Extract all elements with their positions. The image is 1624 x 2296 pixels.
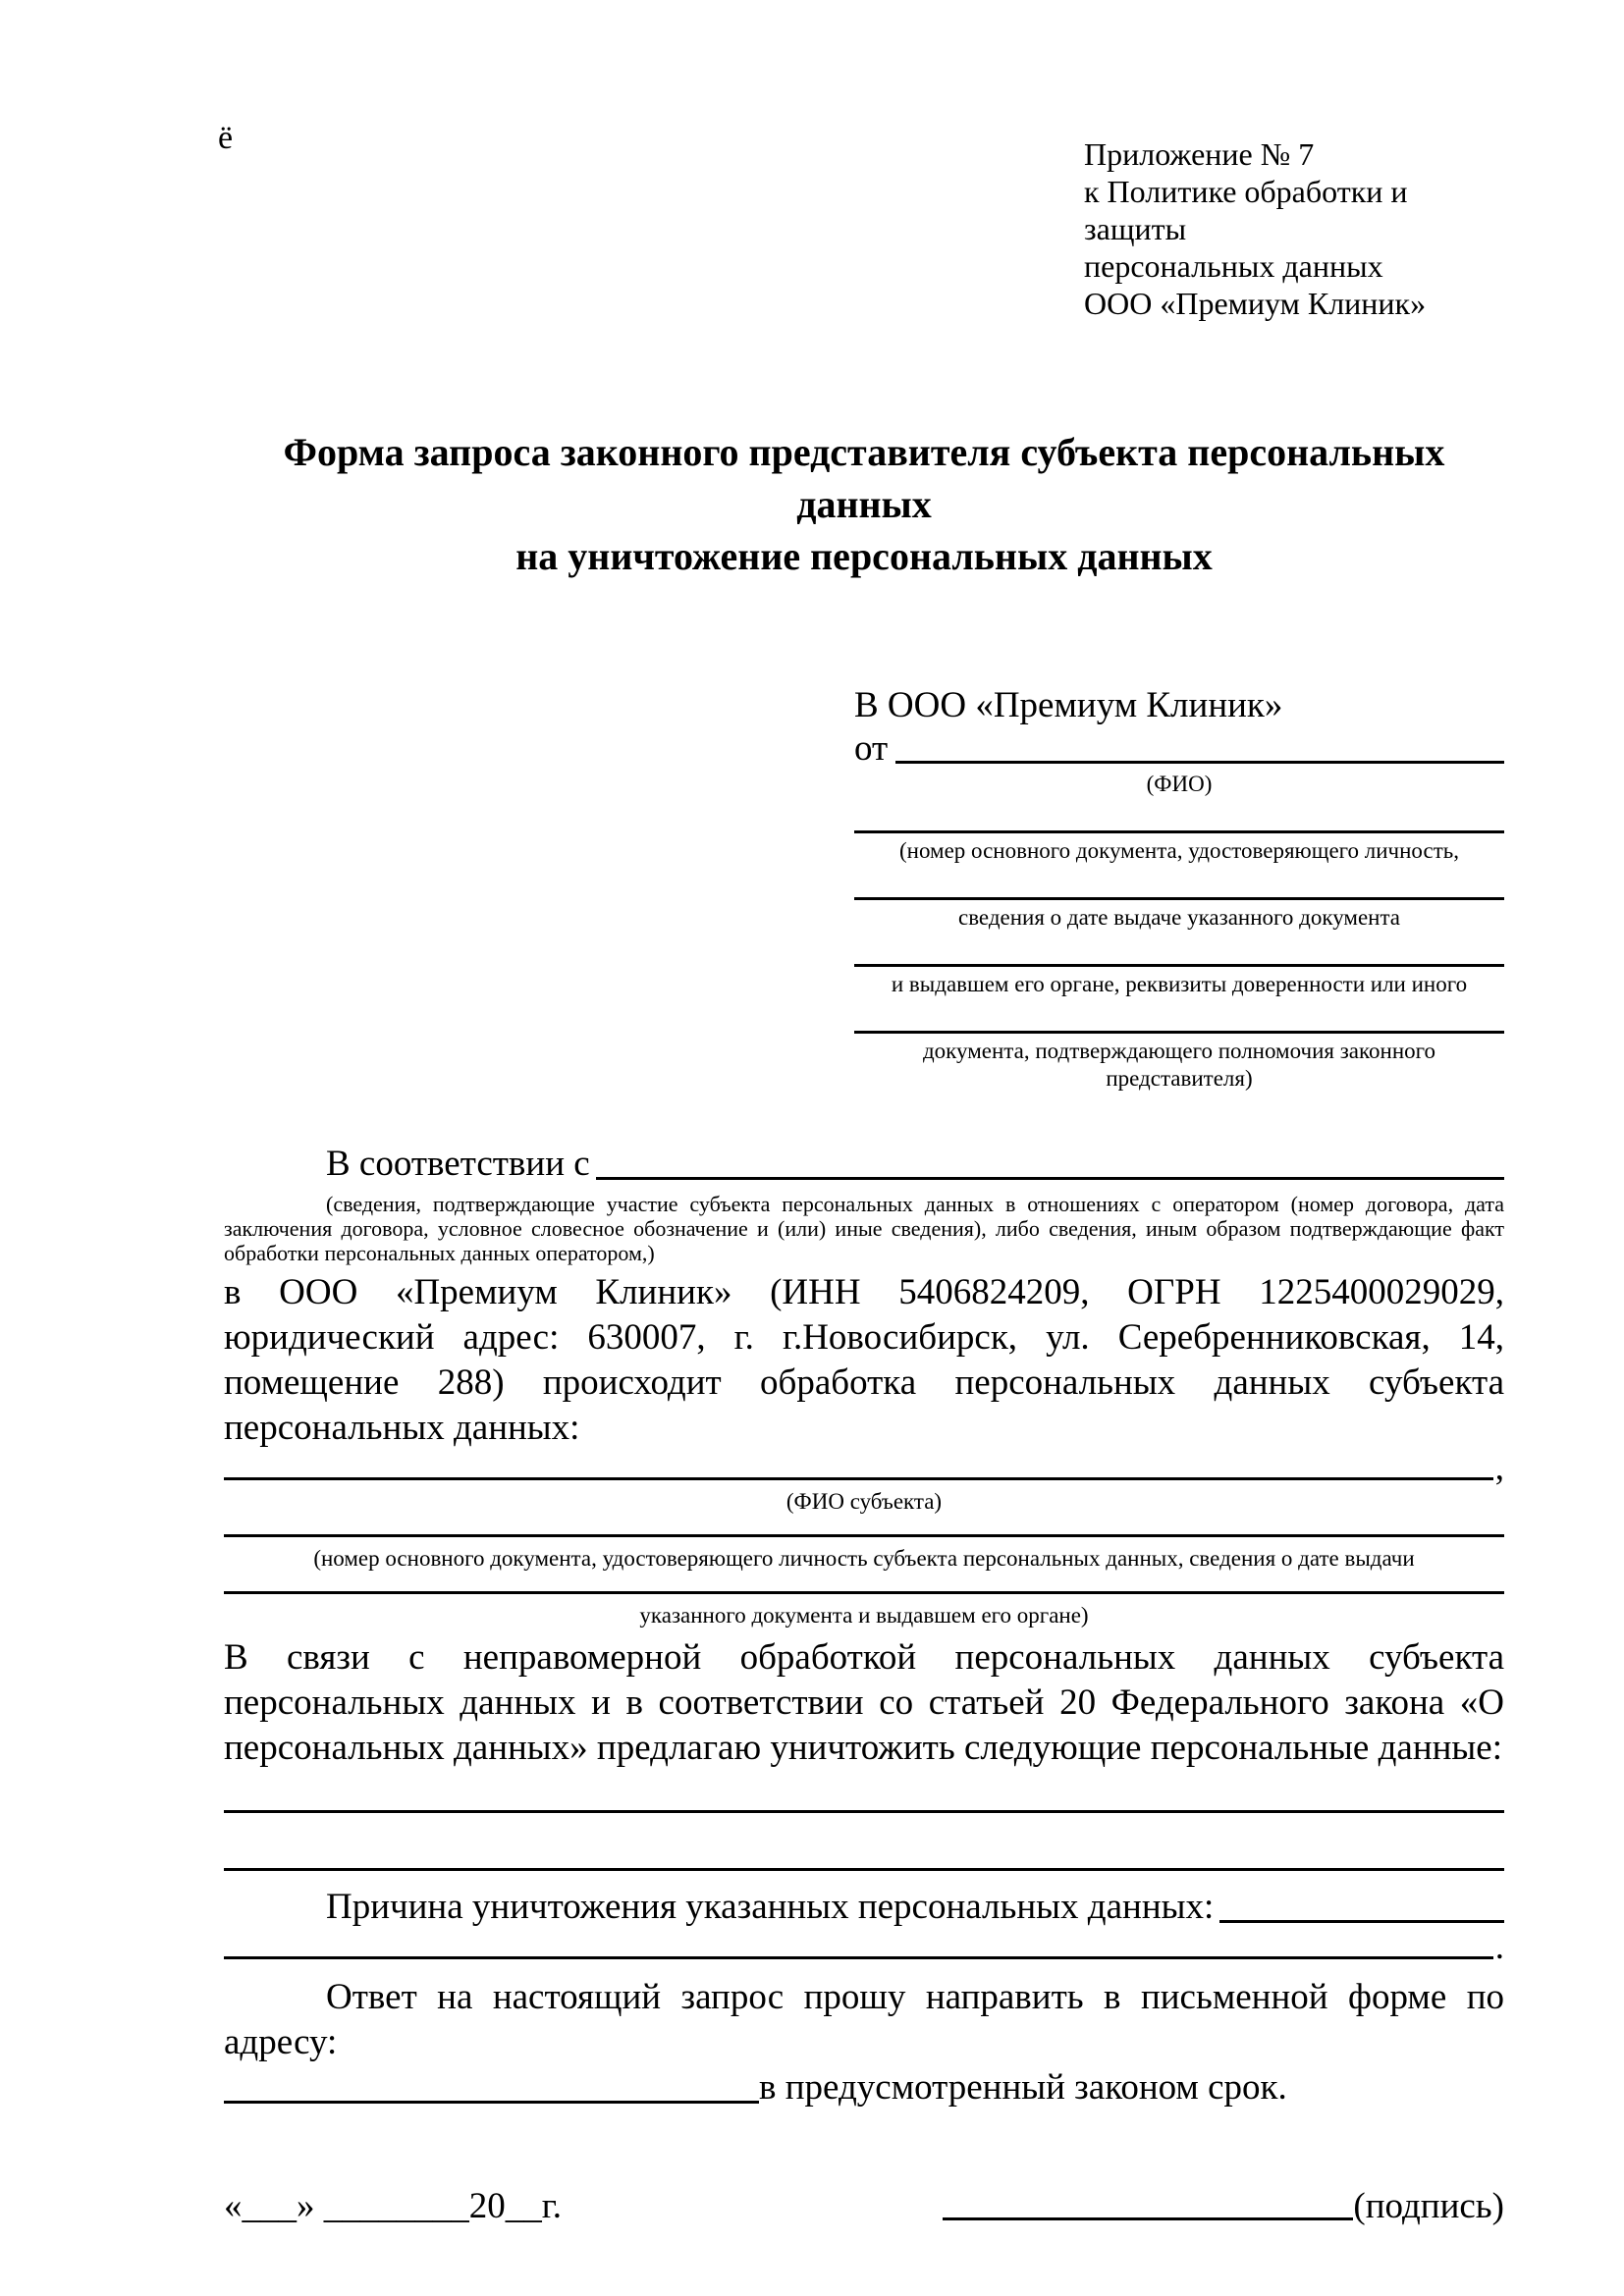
from-label: от: [854, 728, 889, 769]
representative-doc-caption-3: и выдавшем его органе, реквизиты доверенности или иного: [891, 972, 1468, 996]
page-header-row: [218, 120, 1504, 322]
signature-caption: (подпись): [1353, 2186, 1504, 2226]
answer-address-line: [224, 2101, 759, 2104]
fio-caption: (ФИО): [1146, 772, 1213, 796]
reason-field-line: [1219, 1920, 1504, 1923]
signature-line: [943, 2217, 1353, 2220]
subject-doc-field-2: [224, 1573, 1504, 1602]
representative-doc-line-1: [854, 830, 1504, 833]
subject-fio-caption: (ФИО субъекта): [785, 1489, 943, 1514]
representative-doc-field-1: [854, 830, 1504, 865]
appendix-header-line-4: ООО «Премиум Клиник»: [1084, 286, 1427, 321]
representative-doc-line-2: [854, 897, 1504, 900]
destroy-data-line-2: [224, 1868, 1504, 1871]
representative-doc-caption-4: документа, подтверждающего полномочия законного представителя): [922, 1039, 1435, 1091]
appendix-header: [1084, 135, 1496, 322]
representative-fio-line: [895, 761, 1504, 764]
document-title: [224, 426, 1504, 582]
subject-fio-line: [224, 1477, 1493, 1480]
subject-fio-field: [224, 1448, 1504, 1488]
representative-doc-line-4: [854, 1031, 1504, 1034]
reason-extra-line: [224, 1956, 1493, 1959]
operator-paragraph: в ООО «Премиум Клиник» (ИНН 5406824209, ОГРН 1225400029029, юридический адрес: 630007, г. г.Новосибирск, ул. Серебренниковская, 14, помещение 288) происходит обработка персональных данных субъекта персональных данных:: [224, 1272, 1504, 1448]
destroy-data-line-1: [224, 1810, 1504, 1813]
subject-doc-line-2: [224, 1591, 1504, 1594]
date-line: «___» ________20__г.: [224, 2186, 563, 2226]
representative-doc-field-2: [854, 897, 1504, 932]
representative-doc-field-4: [854, 1031, 1504, 1093]
accordance-note: (сведения, подтверждающие участие субъекта персональных данных в отношениях с оператором (номер договора, дата заключения договора, условное словесное обозначение и (или) иные сведения), либо сведения, иным образом подтверждающие факт обработки персональных данных оператором,): [224, 1192, 1504, 1265]
answer-tail: в предусмотренный законом срок.: [759, 2067, 1287, 2108]
answer-paragraph: Ответ на настоящий запрос прошу направить в письменной форме по адресу:: [224, 1977, 1504, 2062]
reason-label: Причина уничтожения указанных персональных данных:: [326, 1887, 1215, 1927]
subject-doc-field-1: [224, 1516, 1504, 1545]
document-title-line-2: на уничтожение персональных данных: [515, 534, 1213, 578]
representative-doc-caption-2: сведения о дате выдаче указанного документа: [957, 905, 1401, 930]
addressee-to: В ООО «Премиум Клиник»: [854, 685, 1283, 725]
appendix-header-line-3: персональных данных: [1084, 248, 1383, 284]
signature-block: [943, 2185, 1504, 2228]
footer-row: [224, 2185, 1504, 2228]
stray-char: ё: [218, 120, 234, 156]
appendix-header-line-2: к Политике обработки и защиты: [1084, 174, 1408, 246]
reason-row: [224, 1885, 1504, 1930]
period-after-line: .: [1494, 1927, 1504, 1967]
accordance-field-line: [596, 1177, 1504, 1180]
comma-after-line: ,: [1494, 1448, 1504, 1488]
representative-doc-line-3: [854, 964, 1504, 967]
representative-doc-field-3: [854, 964, 1504, 998]
subject-doc-caption-1: (номер основного документа, удостоверяющего личность субъекта персональных данных, сведения о дате выдачи: [313, 1546, 1415, 1571]
appendix-header-line-1: Приложение № 7: [1084, 136, 1315, 172]
addressee-from-row: [854, 727, 1504, 771]
destroy-paragraph: В связи с неправомерной обработкой персональных данных субъекта персональных данных и в соответствии со статьей 20 Федерального закона «О персональных данных» предлагаю уничтожить следующие персональные данные:: [224, 1637, 1504, 1768]
answer-address-row: [224, 2065, 1504, 2110]
addressee-block: [854, 684, 1504, 1093]
representative-doc-caption-1: (номер основного документа, удостоверяющего личность,: [898, 838, 1459, 863]
subject-doc-caption-2: указанного документа и выдавшем его органе): [639, 1603, 1089, 1628]
document-title-line-1: Форма запроса законного представителя субъекта персональных данных: [283, 430, 1445, 526]
reason-extra-field: [224, 1927, 1504, 1967]
subject-doc-line-1: [224, 1534, 1504, 1537]
accordance-label: В соответствии с: [326, 1144, 590, 1184]
accordance-row: [224, 1142, 1504, 1187]
